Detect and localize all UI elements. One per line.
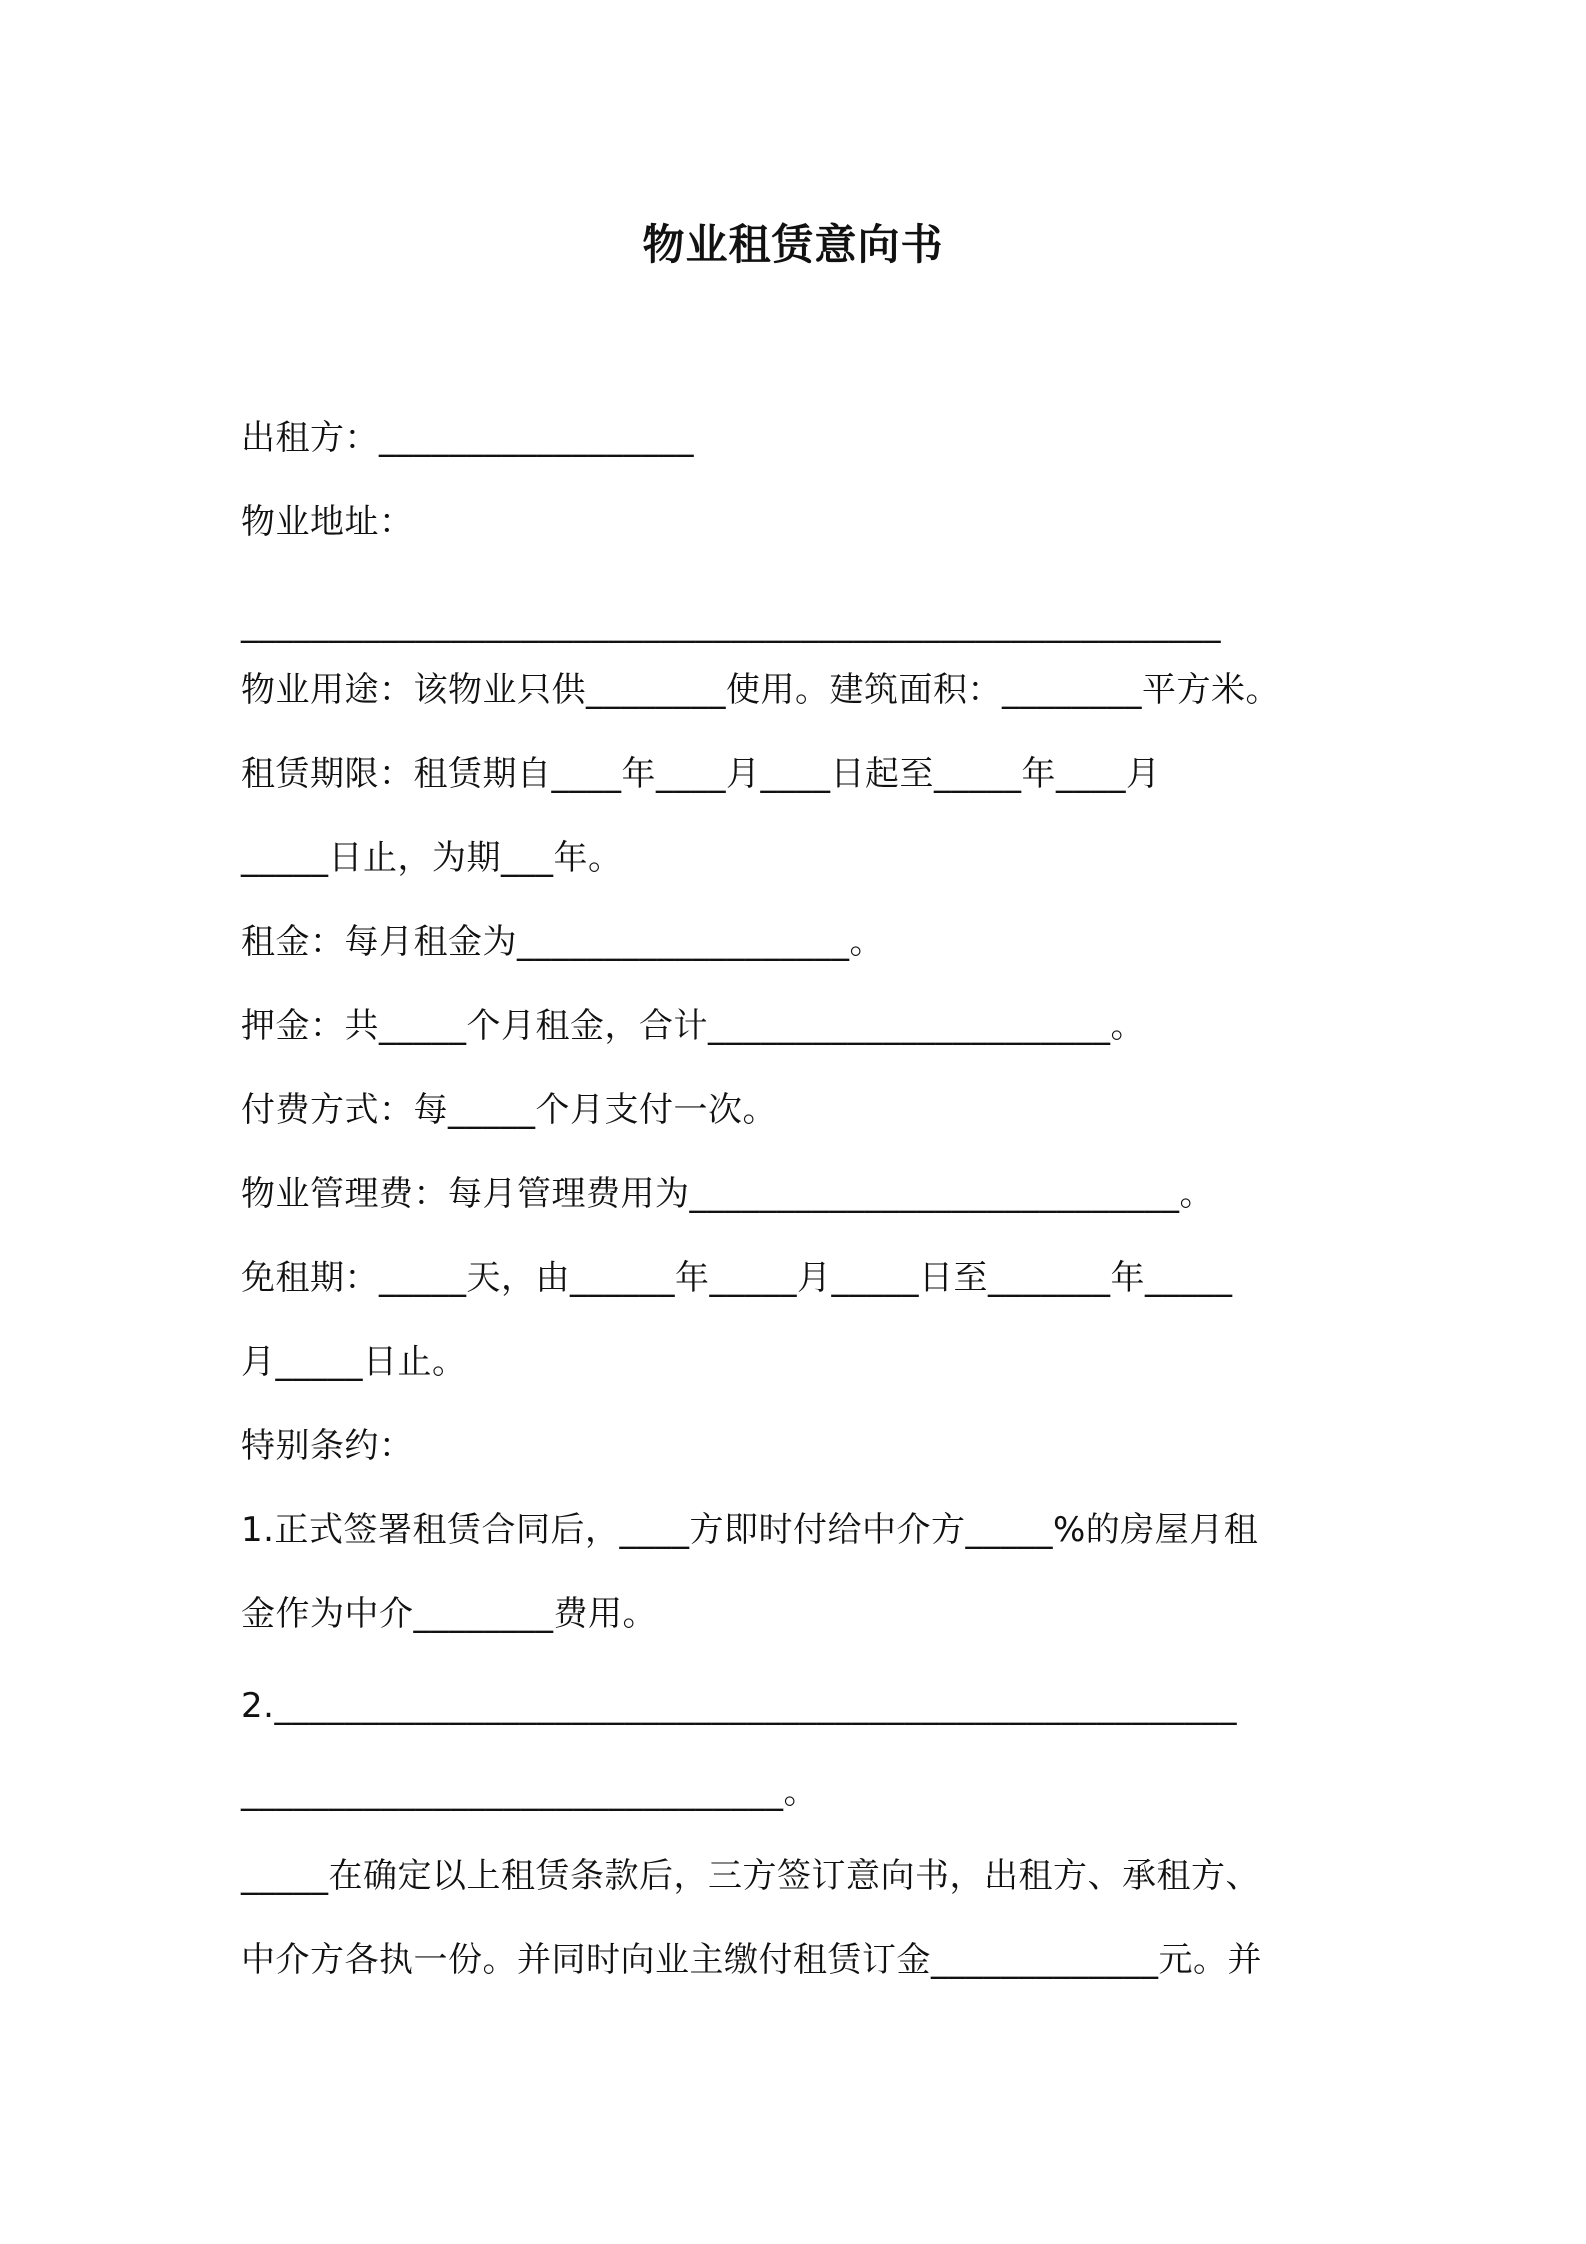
property-address-blank: ________________________________________________________ <box>241 604 1221 644</box>
property-use-line: 物业用途：该物业只供________使用。建筑面积：________平方米。 <box>241 670 1280 710</box>
special-terms-heading: 特别条约： <box>241 1426 414 1466</box>
closing-paragraph-line-1: _____在确定以上租赁条款后，三方签订意向书，出租方、承租方、 <box>241 1856 1260 1896</box>
rent-line: 租金：每月租金为___________________。 <box>241 922 884 962</box>
management-fee-line: 物业管理费：每月管理费用为____________________________。 <box>241 1174 1214 1214</box>
payment-method-line: 付费方式：每_____个月支付一次。 <box>241 1090 777 1130</box>
rent-free-period-line-cont: 月_____日止。 <box>241 1342 467 1382</box>
property-address-label: 物业地址： <box>241 502 414 542</box>
lease-term-line: 租赁期限：租赁期自____年____月____日起至_____年____月 <box>241 754 1161 794</box>
lease-term-line-cont: _____日止，为期___年。 <box>241 838 623 878</box>
document-title: 物业租赁意向书 <box>642 220 944 269</box>
special-term-2-cont: _______________________________。 <box>241 1772 818 1812</box>
special-term-1: 1.正式签署租赁合同后，____方即时付给中介方_____%的房屋月租 <box>241 1510 1259 1550</box>
deposit-line: 押金：共_____个月租金，合计_______________________。 <box>241 1006 1145 1046</box>
closing-paragraph-line-2: 中介方各执一份。并同时向业主缴付租赁订金_____________元。并 <box>241 1940 1262 1980</box>
rent-free-period-line: 免租期：_____天，由______年_____月_____日至_______年_____ <box>241 1258 1233 1298</box>
special-term-2: 2._______________________________________________________ <box>241 1686 1237 1726</box>
lessor-line: 出租方：__________________ <box>241 418 694 458</box>
special-term-1-cont: 金作为中介________费用。 <box>241 1594 657 1634</box>
